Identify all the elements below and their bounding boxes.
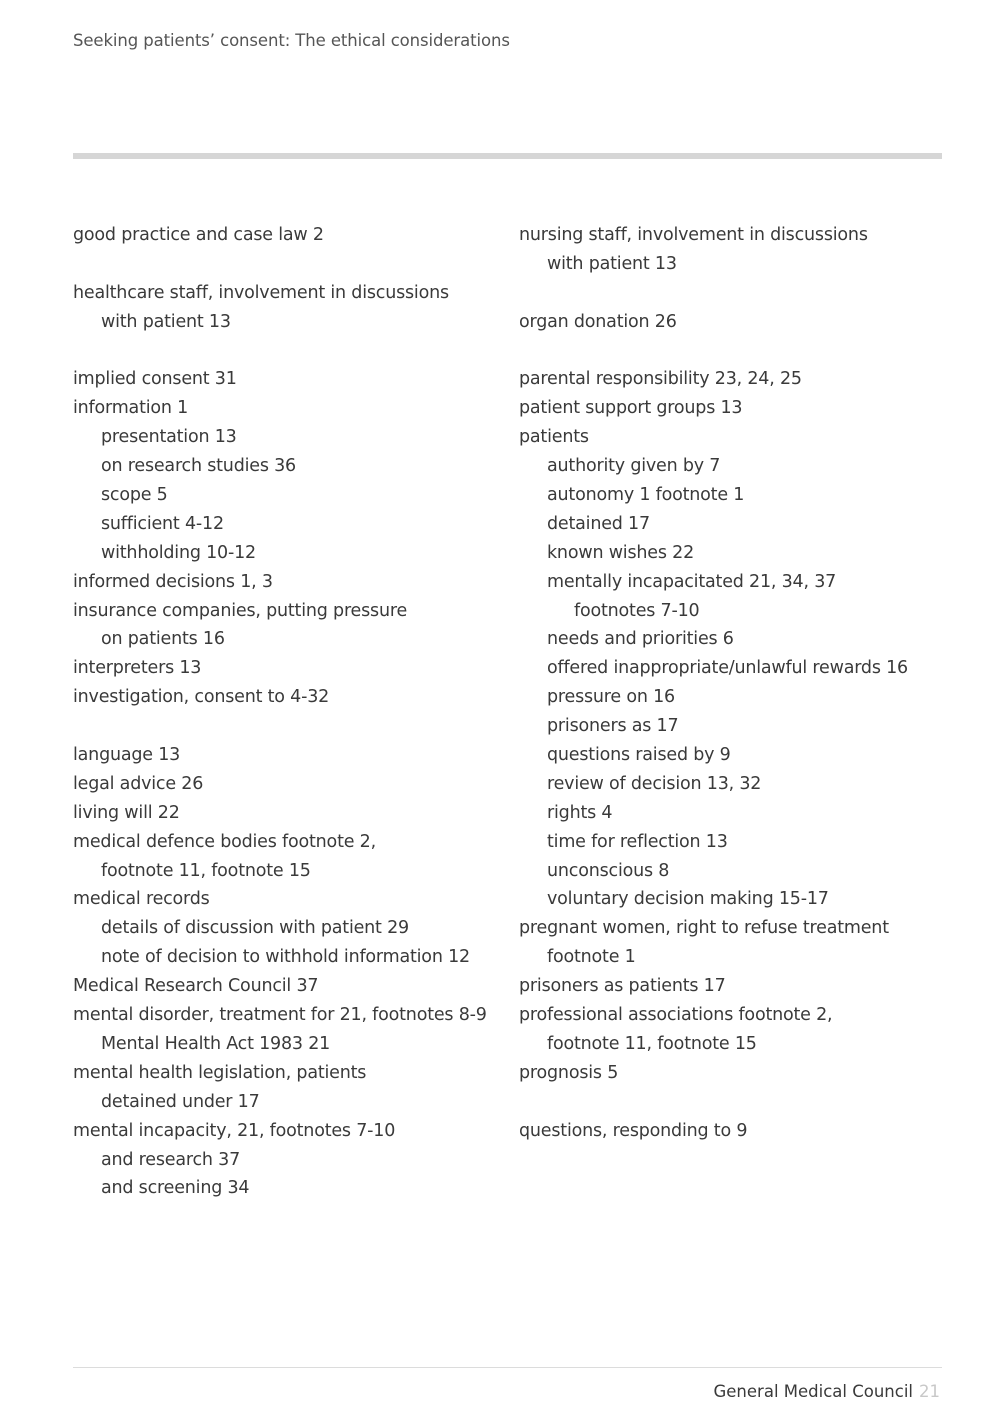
publisher-name: General Medical Council xyxy=(713,1382,913,1401)
index-subentry: pressure on 16 xyxy=(547,687,675,708)
index-subentry: needs and priorities 6 xyxy=(547,629,734,650)
index-subentry: footnote 11, footnote 15 xyxy=(101,860,311,881)
index-spacer xyxy=(73,712,503,741)
index-entry: patients xyxy=(519,427,589,448)
index-entry: medical defence bodies footnote 2, xyxy=(73,831,376,852)
index-subentry: details of discussion with patient 29 xyxy=(101,918,409,939)
index-entry: legal advice 26 xyxy=(73,773,204,794)
index-entry: questions, responding to 9 xyxy=(519,1120,748,1141)
index-subentry: and screening 34 xyxy=(101,1178,250,1199)
index-subentry: with patient 13 xyxy=(547,253,677,274)
index-entry: insurance companies, putting pressure xyxy=(73,600,408,621)
index-subentry: withholding 10-12 xyxy=(101,542,256,563)
footer-rule xyxy=(73,1367,942,1368)
index-subentry: and research 37 xyxy=(101,1149,241,1170)
index-entry: parental responsibility 23, 24, 25 xyxy=(519,369,802,390)
index-subentry: offered inappropriate/unlawful rewards 16 xyxy=(547,658,908,679)
index-entry: nursing staff, involvement in discussions xyxy=(519,225,868,245)
index-subentry: footnote 1 xyxy=(547,947,636,968)
page-number: 21 xyxy=(919,1382,940,1401)
index-entry: prognosis 5 xyxy=(519,1062,619,1083)
index-subentry: footnote 11, footnote 15 xyxy=(547,1033,757,1054)
index-entry: good practice and case law 2 xyxy=(73,225,324,245)
footer xyxy=(714,1382,941,1401)
index-subentry: review of decision 13, 32 xyxy=(547,773,762,794)
index-subentry: footnotes 7-10 xyxy=(574,600,700,621)
index-subentry: rights 4 xyxy=(547,802,613,823)
index-entry: informed decisions 1, 3 xyxy=(73,571,273,592)
index-subentry: with patient 13 xyxy=(101,311,231,332)
index-subentry: voluntary decision making 15-17 xyxy=(547,889,829,910)
index-entry: interpreters 13 xyxy=(73,658,202,679)
index-subentry: time for reflection 13 xyxy=(547,831,728,852)
index-entry: healthcare staff, involvement in discussions xyxy=(73,282,449,303)
index-subentry: known wishes 22 xyxy=(547,542,694,563)
index-subentry: mentally incapacitated 21, 34, 37 xyxy=(547,571,837,592)
index-subentry: on patients 16 xyxy=(101,629,225,650)
index-entry: patient support groups 13 xyxy=(519,398,743,419)
index-subentry: unconscious 8 xyxy=(547,860,670,881)
index-entry: professional associations footnote 2, xyxy=(519,1005,833,1026)
index-entry: implied consent 31 xyxy=(73,369,237,390)
index-column-left xyxy=(73,221,503,1203)
index-subentry: detained 17 xyxy=(547,513,650,534)
index-entry: investigation, consent to 4-32 xyxy=(73,687,330,708)
index-subentry: on research studies 36 xyxy=(101,456,296,477)
index-entry: medical records xyxy=(73,889,210,910)
index-spacer xyxy=(73,337,503,366)
index-spacer xyxy=(519,1088,949,1117)
index-entry: prisoners as patients 17 xyxy=(519,976,726,997)
index-subentry: authority given by 7 xyxy=(547,456,721,477)
index-entry: organ donation 26 xyxy=(519,311,677,332)
index-subentry: sufficient 4-12 xyxy=(101,513,224,534)
header-rule xyxy=(73,153,942,159)
index-column-right xyxy=(519,221,949,1146)
index-subentry: prisoners as 17 xyxy=(547,716,679,737)
index-subentry: detained under 17 xyxy=(101,1091,260,1112)
index-subentry: questions raised by 9 xyxy=(547,745,731,766)
index-spacer xyxy=(519,279,949,308)
index-entry: pregnant women, right to refuse treatment xyxy=(519,918,889,939)
index-spacer xyxy=(73,250,503,279)
index-entry: mental incapacity, 21, footnotes 7-10 xyxy=(73,1120,396,1141)
index-entry: mental health legislation, patients xyxy=(73,1062,367,1083)
index-subentry: presentation 13 xyxy=(101,427,237,448)
index-entry: Medical Research Council 37 xyxy=(73,976,319,997)
index-spacer xyxy=(519,337,949,366)
index-subentry: autonomy 1 footnote 1 xyxy=(547,485,745,506)
index-entry: mental disorder, treatment for 21, footnotes 8-9 xyxy=(73,1005,487,1026)
running-title: Seeking patients’ consent: The ethical considerations xyxy=(73,31,510,50)
index-subentry: Mental Health Act 1983 21 xyxy=(101,1033,331,1054)
index-entry: information 1 xyxy=(73,398,189,419)
index-subentry: scope 5 xyxy=(101,485,168,506)
index-entry: language 13 xyxy=(73,745,181,766)
index-subentry: note of decision to withhold information 12 xyxy=(101,947,470,968)
index-entry: living will 22 xyxy=(73,802,180,823)
